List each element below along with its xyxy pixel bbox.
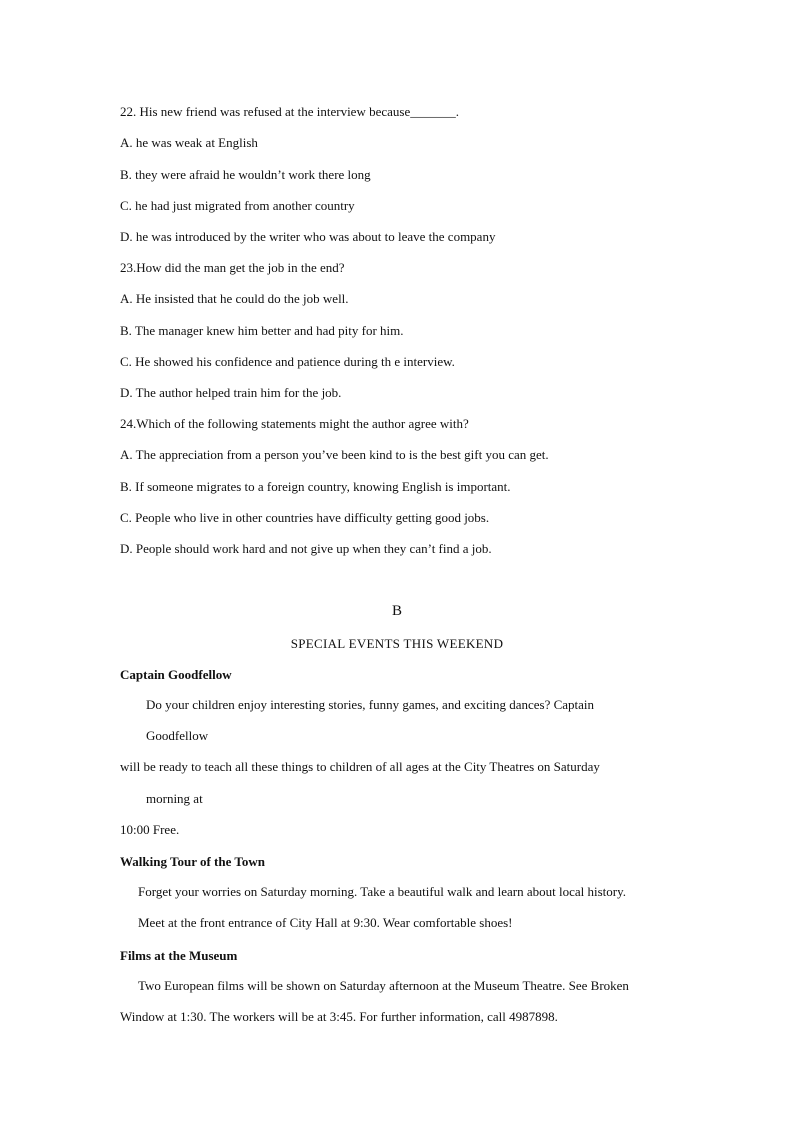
event-text-line: Forget your worries on Saturday morning. Take a beautiful walk and learn about local history.	[138, 884, 627, 899]
event-text-line: Window at 1:30. The workers will be at 3:45. For further information, call 4987898.	[120, 1009, 558, 1024]
section-letter: B	[391, 603, 402, 619]
question-22-stem: 22. His new friend was refused at the interview because_______.	[120, 104, 459, 119]
event-heading-films-museum: Films at the Museum	[120, 948, 238, 963]
event-text-line: will be ready to teach all these things to children of all ages at the City Theatres on Saturday	[120, 759, 600, 774]
question-24-option-a: A. The appreciation from a person you’ve been kind to is the best gift you can get.	[120, 447, 549, 462]
event-text-line: 10:00 Free.	[120, 822, 180, 837]
question-24-stem: 24.Which of the following statements might the author agree with?	[120, 416, 469, 431]
section-title: SPECIAL EVENTS THIS WEEKEND	[290, 636, 504, 651]
question-23-option-c: C. He showed his confidence and patience during th e interview.	[120, 354, 455, 369]
question-23-stem: 23.How did the man get the job in the end?	[120, 260, 345, 275]
event-heading-captain-goodfellow: Captain Goodfellow	[120, 667, 232, 682]
question-23-option-a: A. He insisted that he could do the job well.	[120, 291, 349, 306]
event-text-line: Two European films will be shown on Saturday afternoon at the Museum Theatre. See Broken	[138, 978, 629, 993]
event-text-line: Meet at the front entrance of City Hall at 9:30. Wear comfortable shoes!	[138, 915, 513, 930]
question-24-option-c: C. People who live in other countries have difficulty getting good jobs.	[120, 510, 490, 525]
question-22-option-d: D. he was introduced by the writer who was about to leave the company	[120, 229, 496, 244]
question-22-option-a: A. he was weak at English	[120, 135, 258, 150]
question-24-option-b: B. If someone migrates to a foreign country, knowing English is important.	[120, 479, 511, 494]
event-text-line: Goodfellow	[146, 728, 209, 743]
question-23-option-d: D. The author helped train him for the job.	[120, 385, 342, 400]
event-text-line: morning at	[146, 791, 203, 806]
question-22-option-c: C. he had just migrated from another country	[120, 198, 355, 213]
question-23-option-b: B. The manager knew him better and had pity for him.	[120, 323, 404, 338]
event-text-line: Do your children enjoy interesting stories, funny games, and exciting dances? Captain	[146, 697, 595, 712]
event-heading-walking-tour: Walking Tour of the Town	[120, 854, 265, 869]
question-22-option-b: B. they were afraid he wouldn’t work there long	[120, 167, 371, 182]
question-24-option-d: D. People should work hard and not give up when they can’t find a job.	[120, 541, 492, 556]
